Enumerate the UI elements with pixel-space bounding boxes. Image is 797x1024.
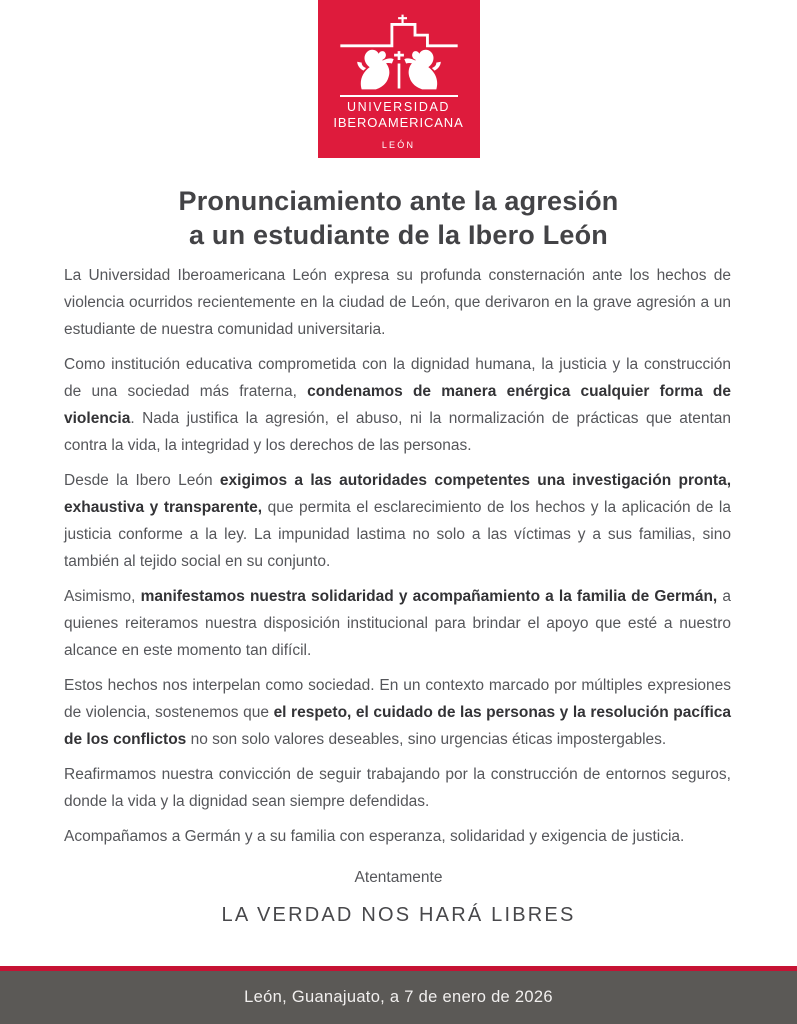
body-paragraph: Reafirmamos nuestra convicción de seguir trabajando por la construcción de entornos seguros, donde la vida y la dignidad sean siempre defendidas. bbox=[64, 766, 731, 810]
logo-campus-text: LEÓN bbox=[381, 140, 416, 150]
body-paragraph: Estos hechos nos interpelan como sociedad. En un contexto marcado por múltiples expresiones de violencia, sostenemos que el respeto, el cuidado de las personas y la resolución pacífica de los conflictos no son solo valores deseables, sino urgencias éticas impostergables. bbox=[64, 677, 731, 748]
body-paragraph: Acompañamos a Germán y a su familia con esperanza, solidaridad y exigencia de justicia. bbox=[64, 828, 685, 845]
title-line-2: a un estudiante de la Ibero León bbox=[189, 220, 608, 250]
page-title bbox=[0, 184, 797, 252]
statement-body bbox=[64, 262, 731, 850]
footer bbox=[0, 966, 797, 1024]
body-paragraph: Como institución educativa comprometida con la dignidad humana, la justicia y la construcción de una sociedad más fraterna, condenamos de manera enérgica cualquier forma de violencia. Nada justifica la agresión, el abuso, ni la normalización de prácticas que atentan contra la vida, la integridad y los derechos de las personas. bbox=[64, 356, 731, 454]
body-paragraph: La Universidad Iberoamericana León expresa su profunda consternación ante los hechos de violencia ocurridos recientemente en la ciudad de León, que derivaron en la grave agresión a un estudiante de nuestra comunidad universitaria. bbox=[64, 267, 731, 338]
footer-bar bbox=[0, 971, 797, 1024]
logo-university-text: UNIVERSIDAD bbox=[346, 100, 451, 114]
logo-divider-rule bbox=[340, 95, 458, 97]
institutional-motto: LA VERDAD NOS HARÁ LIBRES bbox=[221, 904, 576, 926]
title-line-1: Pronunciamiento ante la agresión bbox=[178, 186, 619, 216]
closing-salutation: Atentamente bbox=[354, 869, 443, 886]
logo-iberoamericana-text: IBEROAMERICANA bbox=[333, 115, 464, 130]
body-paragraph: Desde la Ibero León exigimos a las autoridades competentes una investigación pronta, exhaustiva y transparente, que permita el esclarecimiento de los hechos y la aplicación de la justicia conforme a la ley. La impunidad lastima no solo a las víctimas y a sus familias, sino también al tejido social en su conjunto. bbox=[64, 472, 732, 570]
university-logo bbox=[318, 0, 480, 158]
footer-dateline: León, Guanajuato, a 7 de enero de 2026 bbox=[244, 988, 553, 1006]
university-emblem-icon bbox=[336, 12, 462, 92]
body-paragraph: Asimismo, manifestamos nuestra solidaridad y acompañamiento a la familia de Germán, a quienes reiteramos nuestra disposición institucional para brindar el apoyo que esté a nuestro alcance en este momento tan difícil. bbox=[64, 588, 731, 659]
